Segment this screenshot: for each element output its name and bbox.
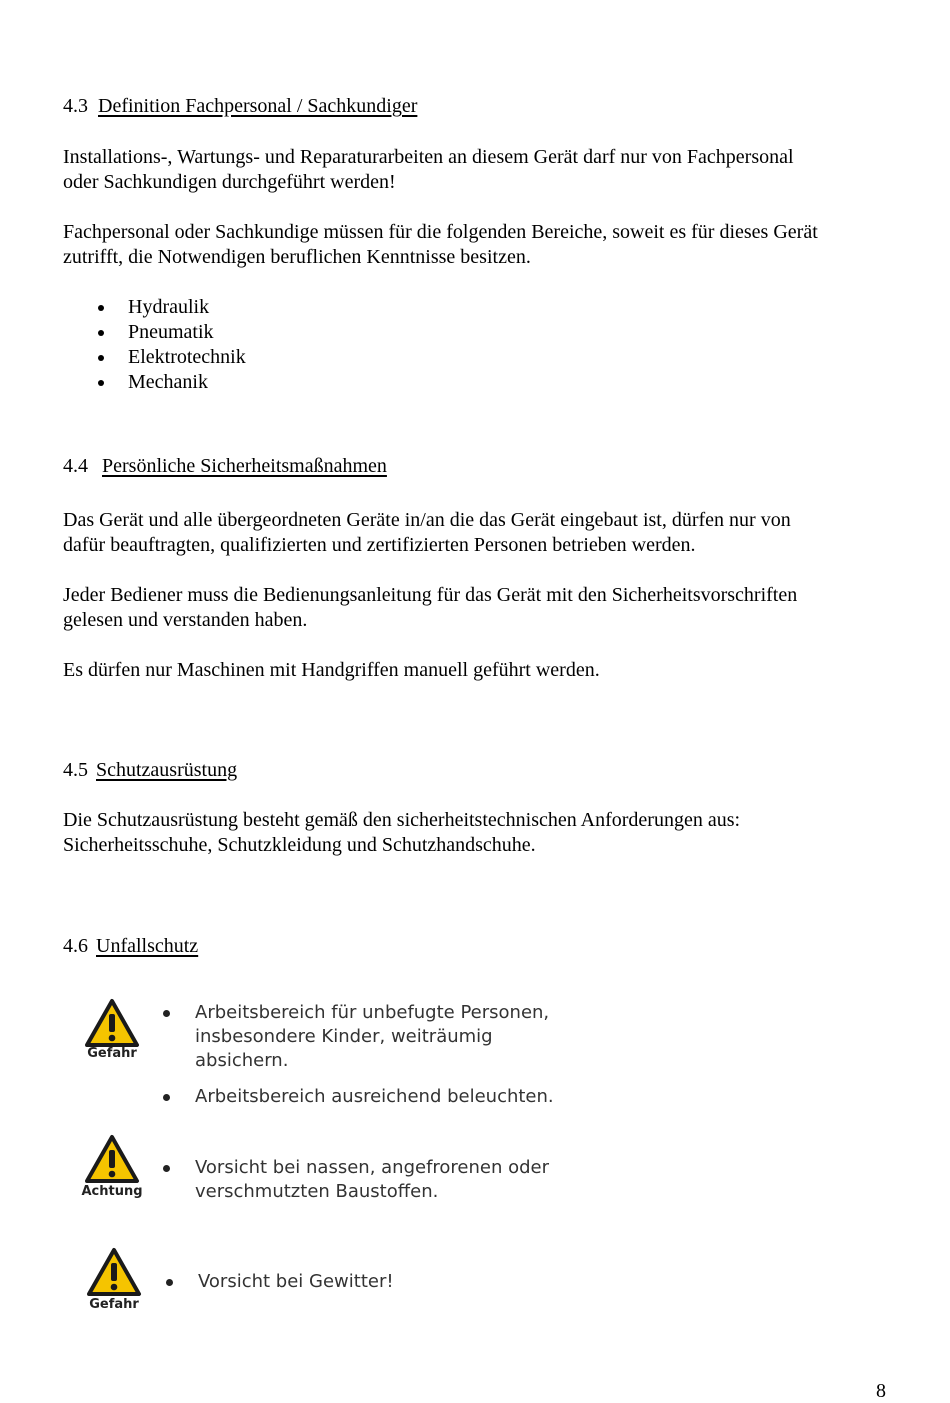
warning-text: insbesondere Kinder, weiträumig	[195, 1026, 493, 1047]
paragraph-line: Das Gerät und alle übergeordneten Geräte in/an die das Gerät eingebaut ist, dürfen nur von	[63, 509, 791, 531]
section-title: Schutzausrüstung	[96, 759, 238, 781]
warning-block	[70, 1130, 550, 1210]
paragraph-line: Es dürfen nur Maschinen mit Handgriffen manuell geführt werden.	[63, 659, 600, 681]
warning-text: Vorsicht bei nassen, angefrorenen oder	[195, 1157, 550, 1178]
warning-text: verschmutzten Baustoffen.	[195, 1181, 439, 1202]
section-number: 4.3	[63, 95, 88, 117]
warning-text: Arbeitsbereich ausreichend beleuchten.	[195, 1086, 554, 1107]
warning-text: Arbeitsbereich für unbefugte Personen,	[195, 1002, 550, 1023]
list-item: Elektrotechnik	[63, 345, 246, 370]
section-number: 4.6	[63, 935, 88, 957]
bullet-dot	[163, 1010, 170, 1017]
page-number: 8	[876, 1380, 886, 1402]
paragraph-line: oder Sachkundigen durchgeführt werden!	[63, 171, 396, 193]
section-number: 4.5	[63, 759, 88, 781]
section-number: 4.4	[63, 455, 88, 477]
list-item: Hydraulik	[63, 295, 246, 320]
section-title: Unfallschutz	[96, 935, 199, 957]
warning-triangle-icon	[86, 1247, 142, 1297]
warning-block	[70, 1245, 550, 1320]
warning-label: Gefahr	[89, 1297, 139, 1312]
paragraph-line: gelesen und verstanden haben.	[63, 609, 308, 631]
paragraph-line: Fachpersonal oder Sachkundige müssen für die folgenden Bereiche, soweit es für dieses Gerät	[63, 221, 818, 243]
warning-label: Gefahr	[87, 1046, 137, 1061]
warning-block	[70, 990, 554, 1110]
warning-label: Achtung	[81, 1184, 143, 1199]
section-heading-4-4	[63, 454, 387, 479]
paragraph-line: Sicherheitsschuhe, Schutzkleidung und Schutzhandschuhe.	[63, 834, 536, 856]
bullet-dot	[163, 1165, 170, 1172]
paragraph-line: dafür beauftragten, qualifizierten und zertifizierten Personen betrieben werden.	[63, 534, 696, 556]
section-heading-4-3	[63, 94, 417, 119]
paragraph-line: Die Schutzausrüstung besteht gemäß den sicherheitstechnischen Anforderungen aus:	[63, 809, 741, 831]
bullet-dot	[166, 1279, 173, 1286]
bullet-dot	[163, 1094, 170, 1101]
warning-text: Vorsicht bei Gewitter!	[198, 1271, 394, 1292]
section-title: Definition Fachpersonal / Sachkundiger	[98, 95, 418, 117]
paragraph-line: Jeder Bediener muss die Bedienungsanleitung für das Gerät mit den Sicherheitsvorschriften	[63, 584, 798, 606]
bullet-list	[63, 295, 463, 405]
paragraph-line: zutrifft, die Notwendigen beruflichen Kenntnisse besitzen.	[63, 246, 531, 268]
warning-text: absichern.	[195, 1050, 289, 1071]
warning-triangle-icon	[84, 1134, 140, 1184]
list-item: Pneumatik	[63, 320, 246, 345]
list-item: Mechanik	[63, 370, 246, 395]
section-heading-4-5	[63, 758, 237, 783]
warning-triangle-icon	[84, 998, 140, 1048]
section-heading-4-6	[63, 934, 198, 959]
paragraph-line: Installations-, Wartungs- und Reparaturarbeiten an diesem Gerät darf nur von Fachpersonal	[63, 146, 794, 168]
section-title: Persönliche Sicherheitsmaßnahmen	[102, 455, 387, 477]
